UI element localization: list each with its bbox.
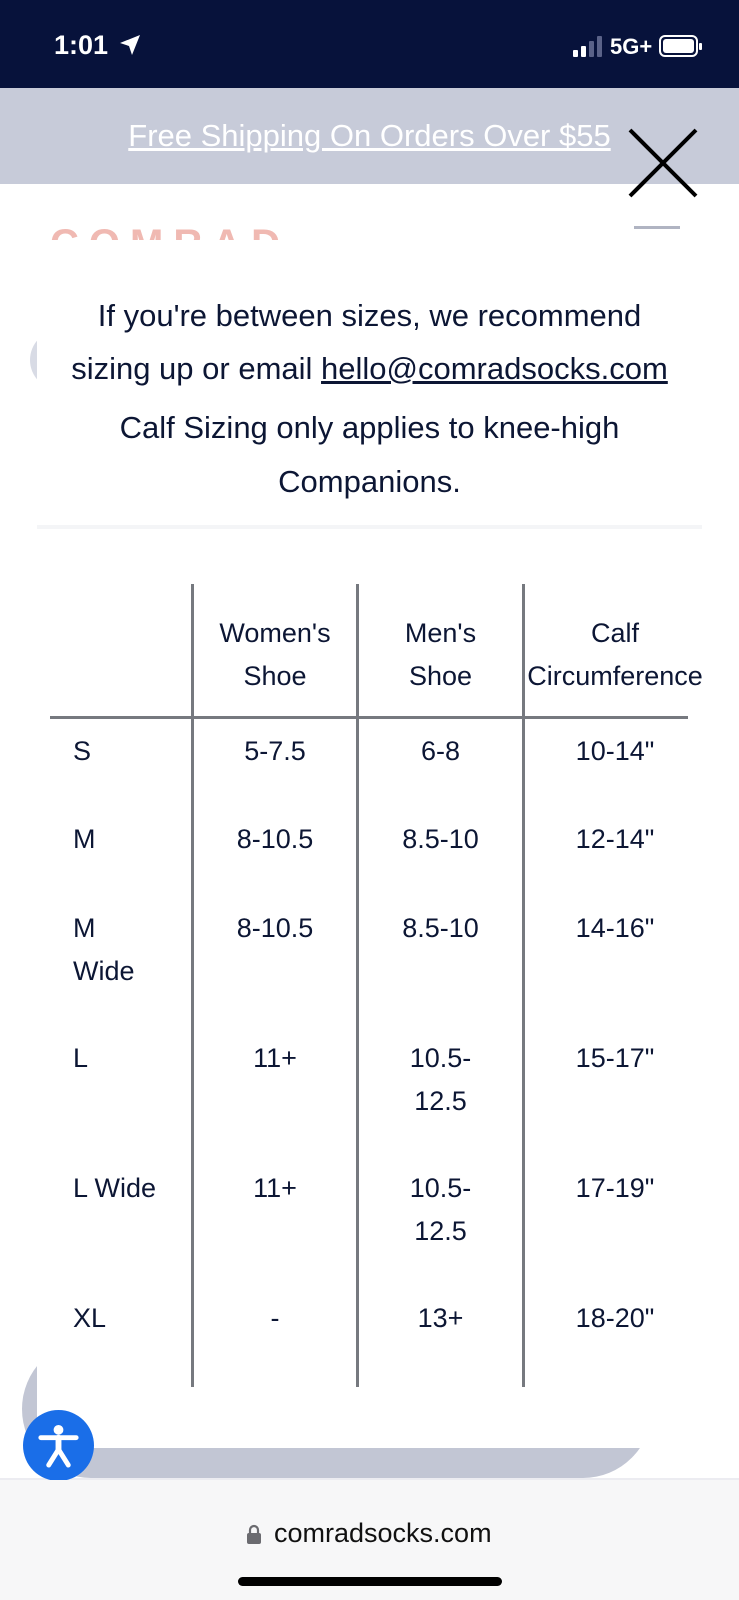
size-advice [37,240,702,525]
close-icon[interactable] [626,126,700,200]
table-cell-mens: 10.5- 12.5 [409,1173,472,1246]
size-advice-line: If you're between sizes, we recommend [97,298,642,333]
table-cell-mens: 13+ [417,1303,464,1333]
background-menu-icon [634,226,680,229]
battery-icon [659,35,703,57]
header-womens-shoe: Women's Shoe [219,618,331,691]
table-cell-calf: 14-16" [575,913,655,943]
free-shipping-link[interactable]: Free Shipping On Orders Over $55 [128,118,611,153]
accessibility-icon [35,1422,82,1469]
table-cell-mens: 6-8 [420,736,461,766]
table-cell-womens: 11+ [253,1043,297,1073]
header-mens-shoe: Men's Shoe [404,618,477,691]
table-row-size: L [73,1043,89,1073]
table-cell-calf: 10-14" [575,736,655,766]
accessibility-button[interactable] [23,1410,94,1481]
calf-sizing-note: Calf Sizing only applies to knee-high [119,410,620,445]
table-row-size: M [73,824,96,854]
table-row-size: S [73,736,92,766]
column-divider [356,584,359,1387]
divider [37,525,702,529]
table-row-size: L Wide [73,1173,157,1203]
email-link[interactable]: hello@comradsocks.com [321,351,668,386]
status-bar [0,0,739,88]
column-divider [191,584,194,1387]
table-cell-mens: 8.5-10 [402,913,479,943]
lock-icon [246,1524,262,1544]
network-label: 5G+ [610,34,653,59]
table-row-size: M Wide [73,913,135,986]
calf-sizing-note: Companions. [278,464,461,499]
table-cell-calf: 18-20" [575,1303,655,1333]
table-cell-calf: 12-14" [575,824,655,854]
table-cell-womens: 5-7.5 [244,736,306,766]
table-cell-calf: 15-17" [575,1043,655,1073]
table-cell-mens: 8.5-10 [402,824,479,854]
url-text[interactable]: comradsocks.com [274,1518,492,1548]
size-chart-modal [37,240,702,1448]
size-advice-line [37,343,702,395]
table-row-size: XL [73,1303,107,1333]
header-calf-circumference: Calf Circumference [527,618,703,691]
table-cell-womens: 8-10.5 [236,913,314,943]
home-indicator[interactable] [238,1577,502,1586]
table-cell-womens: - [270,1303,280,1333]
table-cell-womens: 8-10.5 [236,824,314,854]
signal-bars-icon [573,36,609,58]
location-arrow-icon [119,34,141,56]
table-cell-mens: 10.5- 12.5 [409,1043,472,1116]
status-time: 1:01 [54,30,109,60]
column-divider [522,584,525,1387]
table-cell-calf: 17-19" [575,1173,655,1203]
size-advice-text: sizing up or email [71,351,322,386]
background-logo [50,222,290,242]
table-cell-womens: 11+ [253,1173,297,1203]
header-divider [50,716,688,719]
